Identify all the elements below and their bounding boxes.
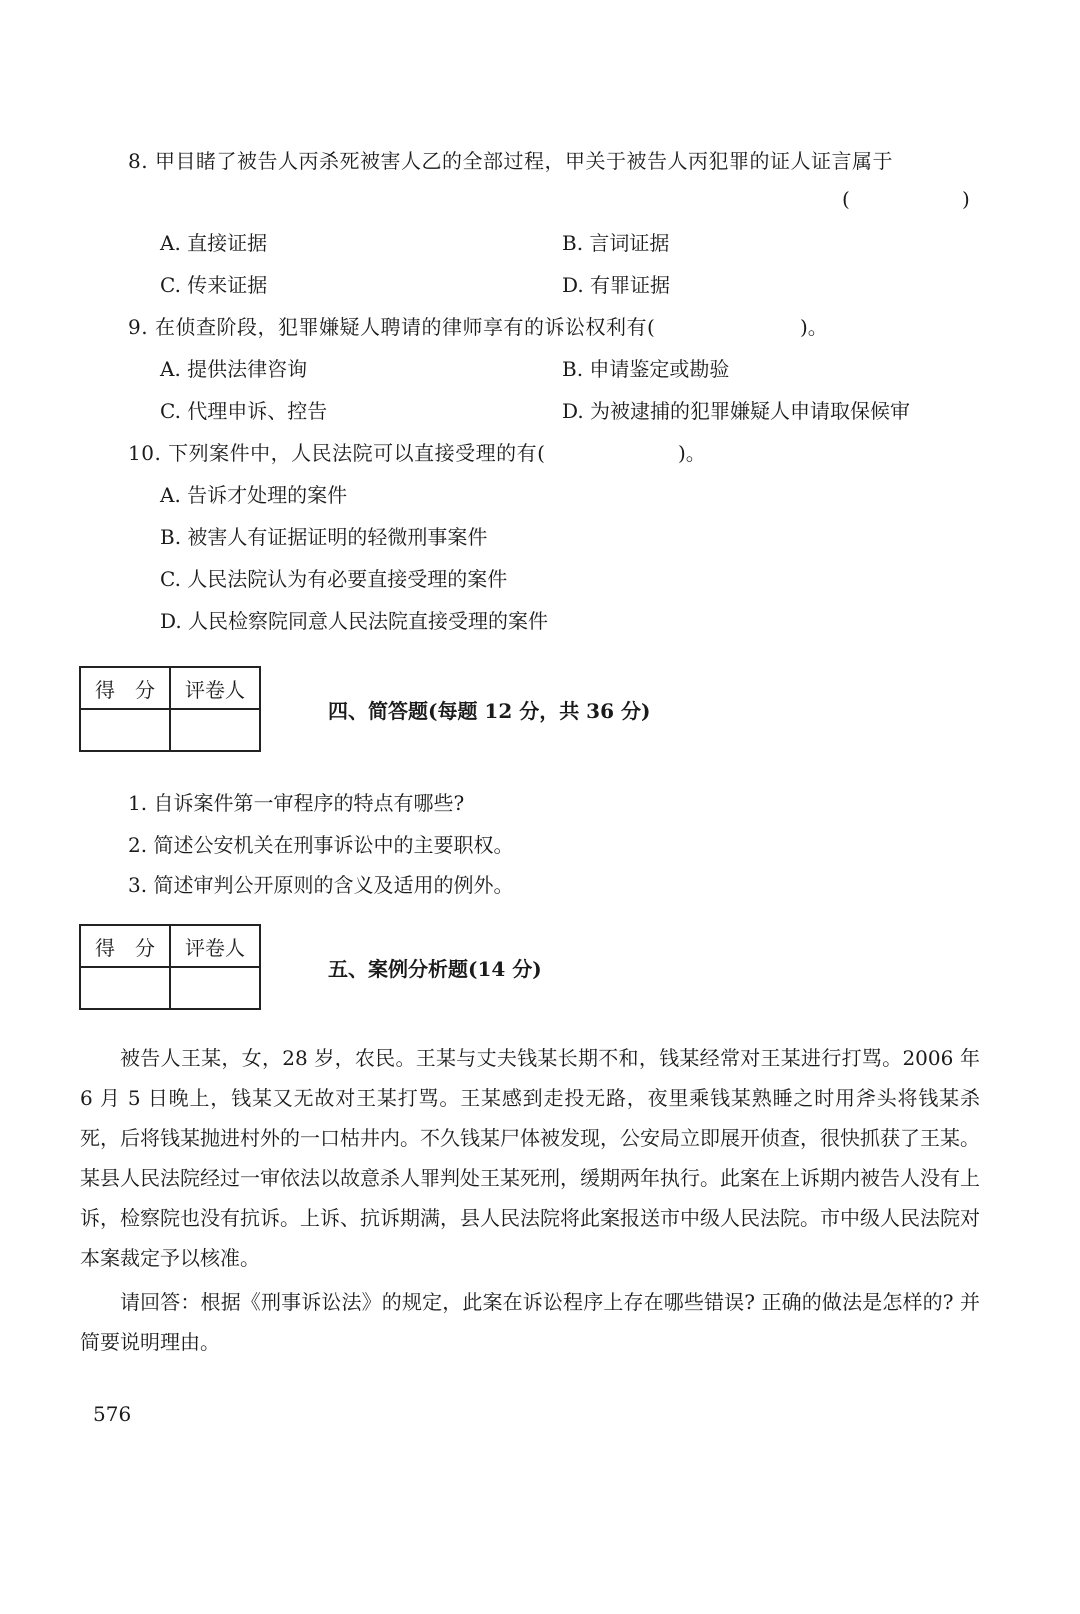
q9-option-c: C. 代理申诉、控告 [160,399,328,423]
q8-option-b: B. 言词证据 [562,231,670,255]
case-text [80,1038,980,1362]
case-paragraph-2: 请回答：根据《刑事诉讼法》的规定，此案在诉讼程序上存在哪些错误? 正确的做法是怎样的? 并简要说明理由。 [80,1290,980,1354]
q9-stem: 9. 在侦查阶段，犯罪嫌疑人聘请的律师享有的诉讼权利有( [128,315,656,339]
q9-end: )。 [800,315,828,339]
q8-option-d: D. 有罪证据 [562,273,671,297]
score-label: 得 分 [80,667,170,709]
section5-title: 五、案例分析题(14 分) [328,957,542,981]
grader-label: 评卷人 [170,925,260,967]
q8-paren-open: ( [842,187,850,211]
q8-option-a: A. 直接证据 [160,231,268,255]
grader-label: 评卷人 [170,667,260,709]
q10-option-a: A. 告诉才处理的案件 [160,483,348,507]
case-paragraph-1: 被告人王某，女，28 岁，农民。王某与丈夫钱某长期不和，钱某经常对王某进行打骂。2006 年 6 月 5 日晚上，钱某又无故对王某打骂。王某感到走投无路，夜里乘钱某熟睡之时用斧头将钱某杀死，后将钱某抛进村外的一口枯井内。不久钱某尸体被发现，公安局立即展开侦查，很快抓获了王某。某县人民法院经过一审依法以故意杀人罪判处王某死刑，缓期两年执行。此案在上诉期内被告人没有上诉，检察院也没有抗诉。上诉、抗诉期满，县人民法院将此案报送市中级人民法院。市中级人民法院对本案裁定予以核准。 [80,1046,980,1270]
q10-stem: 10. 下列案件中，人民法院可以直接受理的有( [128,441,546,465]
q8-stem: 8. 甲目睹了被告人丙杀死被害人乙的全部过程，甲关于被告人丙犯罪的证人证言属于 [128,149,893,173]
q9-option-b: B. 申请鉴定或勘验 [562,357,730,381]
q10-option-c: C. 人民法院认为有必要直接受理的案件 [160,567,508,591]
score-box-section5 [79,924,261,1010]
score-cell[interactable] [80,709,170,751]
page-number: 576 [93,1402,132,1426]
section4-item-1: 1. 自诉案件第一审程序的特点有哪些? [128,791,465,815]
grader-cell[interactable] [170,967,260,1009]
section4-item-2: 2. 简述公安机关在刑事诉讼中的主要职权。 [128,833,514,857]
q8-option-c: C. 传来证据 [160,273,268,297]
grader-cell[interactable] [170,709,260,751]
q10-end: )。 [678,441,706,465]
q8-paren-close: ) [962,187,970,211]
q9-option-d: D. 为被逮捕的犯罪嫌疑人申请取保候审 [562,399,911,423]
section4-title: 四、简答题(每题 12 分，共 36 分) [328,699,651,723]
score-box-section4 [79,666,261,752]
section4-item-3: 3. 简述审判公开原则的含义及适用的例外。 [128,873,514,897]
q9-option-a: A. 提供法律咨询 [160,357,308,381]
score-label: 得 分 [80,925,170,967]
score-cell[interactable] [80,967,170,1009]
q10-option-d: D. 人民检察院同意人民法院直接受理的案件 [160,609,549,633]
q10-option-b: B. 被害人有证据证明的轻微刑事案件 [160,525,488,549]
